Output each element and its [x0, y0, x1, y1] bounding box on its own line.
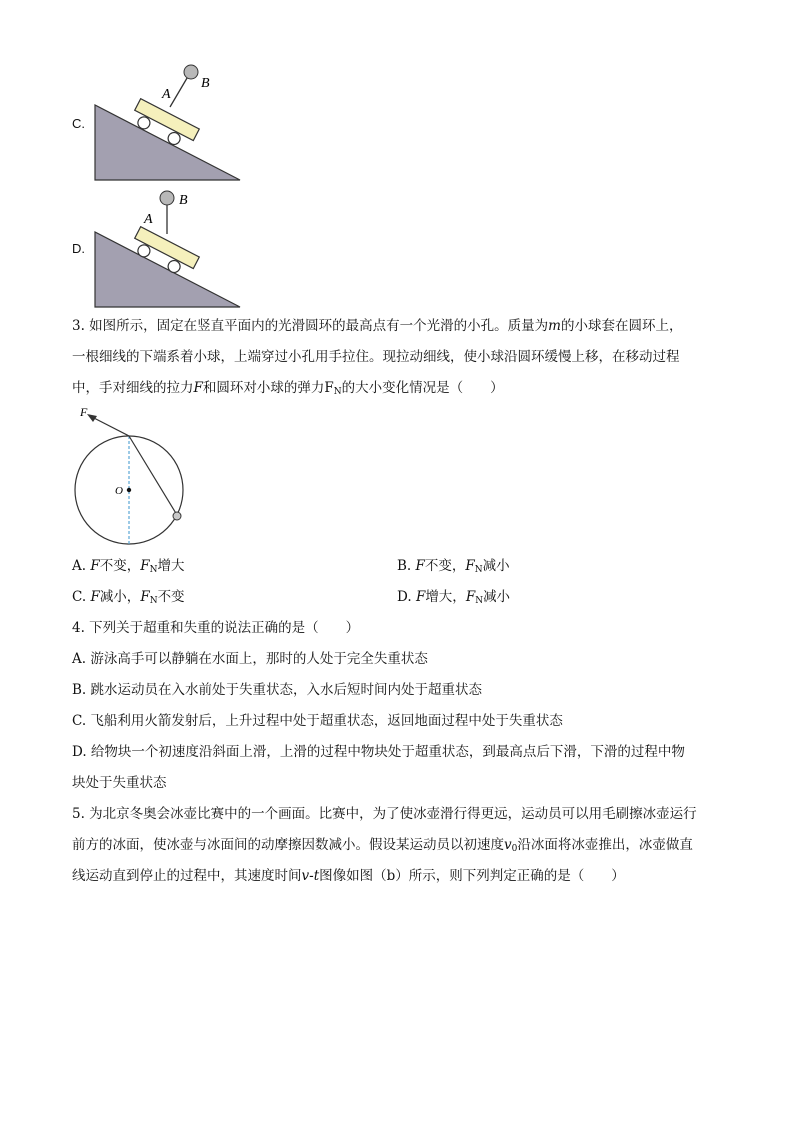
q4-stem: 4. 下列关于超重和失重的说法正确的是（ ） — [72, 620, 360, 636]
option-d-label: D. — [72, 241, 85, 256]
q3-stem-line1: 3. 如图所示，固定在竖直平面内的光滑圆环的最高点有一个光滑的小孔。质量为m的小球套在圆环上， — [72, 318, 683, 334]
q3-stem-line2: 一根细线的下端系着小球，上端穿过小孔用手拉住。现拉动细线，使小球沿圆环缓慢上移，在移动过程 — [72, 349, 680, 365]
force-label: F — [80, 405, 88, 419]
q5-stem-line3: 线运动直到停止的过程中，其速度时间v-t图像如图（b）所示，则下列判定正确的是（ ） — [72, 868, 625, 884]
q3-option-a[interactable]: A. F不变，$F_N$增大 — [72, 558, 185, 575]
option-c-label: C. — [72, 116, 85, 131]
q3-circle-figure — [70, 404, 200, 549]
force-arrow — [92, 417, 129, 436]
small-ball — [173, 512, 181, 520]
point-a-label: A — [162, 87, 171, 102]
q3-option-c[interactable]: C. F减小，$F_N$不变 — [72, 589, 185, 606]
center-label: O — [115, 485, 123, 497]
q5-stem-line1: 5. 为北京冬奥会冰壶比赛中的一个画面。比赛中，为了使冰壶滑行得更远，运动员可以用毛刷擦冰壶运行 — [72, 806, 697, 822]
center-dot — [127, 488, 131, 492]
point-b-label: B — [201, 76, 210, 91]
arrow-head — [87, 414, 97, 422]
ball-b — [184, 65, 198, 79]
q5-stem-line2: 前方的冰面，使冰壶与冰面间的动摩擦因数减小。假设某运动员以初速度$v_0$沿冰面将冰壶推出，冰壶做直 — [72, 837, 693, 854]
q3-option-b[interactable]: B. F不变，$F_N$减小 — [397, 558, 510, 575]
q3-option-d[interactable]: D. F增大，$F_N$减小 — [397, 589, 511, 606]
point-b-label: B — [179, 193, 188, 208]
option-c-figure — [90, 60, 250, 185]
ball-b — [160, 191, 174, 205]
string — [129, 436, 177, 515]
q3-stem-line3: 中，手对细线的拉力F和圆环对小球的弹力$F_N$的大小变化情况是（ ） — [72, 380, 504, 397]
option-d-figure — [90, 185, 250, 310]
q4-option-d[interactable]: D. 给物块一个初速度沿斜面上滑，上滑的过程中物块处于超重状态，到最高点后下滑，下滑的过程中物 — [72, 744, 685, 760]
q4-option-b[interactable]: B. 跳水运动员在入水前处于失重状态，入水后短时间内处于超重状态 — [72, 682, 483, 698]
q4-option-a[interactable]: A. 游泳高手可以静躺在水面上，那时的人处于完全失重状态 — [72, 651, 428, 667]
q4-option-c[interactable]: C. 飞船利用火箭发射后，上升过程中处于超重状态，返回地面过程中处于失重状态 — [72, 713, 563, 729]
q4-option-d-cont[interactable]: 块处于失重状态 — [72, 775, 167, 791]
point-a-label: A — [144, 212, 153, 227]
